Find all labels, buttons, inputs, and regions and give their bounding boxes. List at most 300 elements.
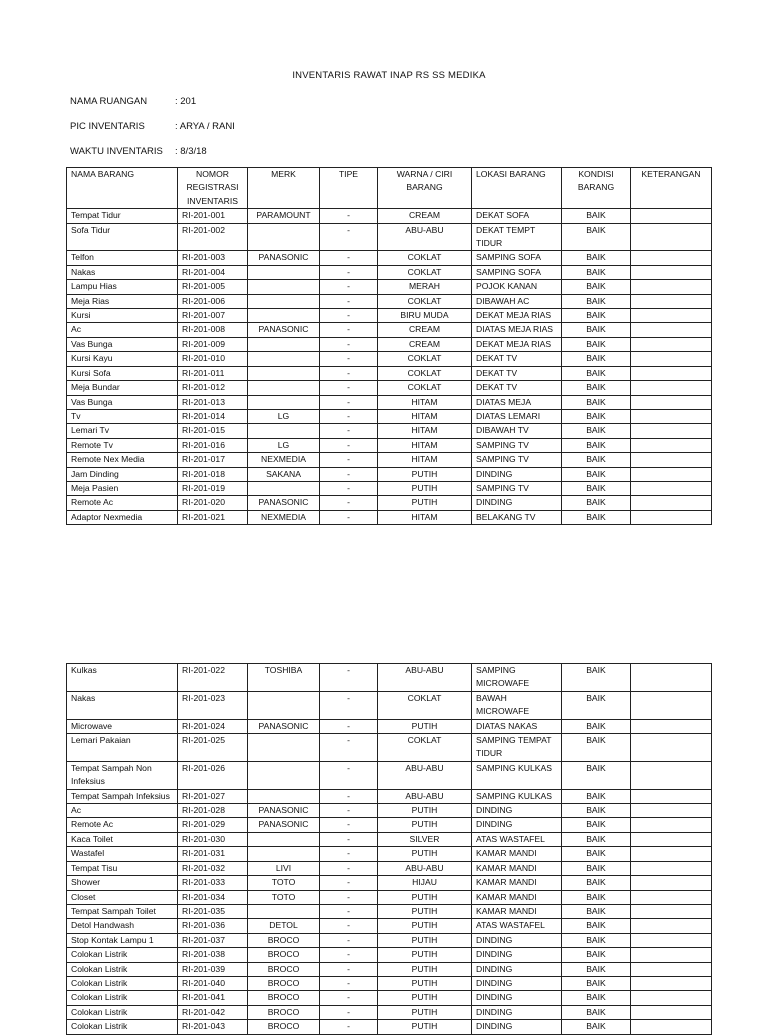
info-label: PIC INVENTARIS xyxy=(70,121,145,132)
cell-merk: BROCO xyxy=(248,962,320,976)
cell-kondisi: BAIK xyxy=(562,409,631,423)
cell-warna: PUTIH xyxy=(378,904,472,918)
cell-tipe: - xyxy=(320,1005,378,1019)
cell-merk: SAKANA xyxy=(248,467,320,481)
cell-lokasi: SAMPING TV xyxy=(472,438,562,452)
cell-nomor-registrasi: RI-201-007 xyxy=(178,309,248,323)
cell-nomor-registrasi: RI-201-029 xyxy=(178,818,248,832)
cell-warna: PUTIH xyxy=(378,847,472,861)
inventory-table-page-2 xyxy=(66,663,712,1035)
cell-kondisi: BAIK xyxy=(562,818,631,832)
cell-nama-barang: Tempat Tisu xyxy=(67,861,178,875)
cell-merk xyxy=(248,691,320,719)
cell-kondisi: BAIK xyxy=(562,1005,631,1019)
cell-merk: LG xyxy=(248,409,320,423)
cell-keterangan xyxy=(631,366,712,380)
cell-nomor-registrasi: RI-201-023 xyxy=(178,691,248,719)
cell-nomor-registrasi: RI-201-024 xyxy=(178,719,248,733)
table-row xyxy=(67,691,712,719)
cell-keterangan xyxy=(631,337,712,351)
cell-merk: PANASONIC xyxy=(248,323,320,337)
cell-merk xyxy=(248,761,320,789)
cell-warna: PUTIH xyxy=(378,818,472,832)
col-header-nama-barang: NAMA BARANG xyxy=(67,168,178,209)
cell-kondisi: BAIK xyxy=(562,438,631,452)
cell-keterangan xyxy=(631,919,712,933)
cell-keterangan xyxy=(631,761,712,789)
cell-nama-barang: Tempat Sampah Infeksius xyxy=(67,789,178,803)
cell-merk: TOSHIBA xyxy=(248,664,320,692)
cell-kondisi: BAIK xyxy=(562,761,631,789)
cell-nomor-registrasi: RI-201-030 xyxy=(178,832,248,846)
cell-tipe: - xyxy=(320,818,378,832)
cell-keterangan xyxy=(631,876,712,890)
cell-tipe: - xyxy=(320,991,378,1005)
cell-warna: COKLAT xyxy=(378,265,472,279)
cell-nama-barang: Ac xyxy=(67,323,178,337)
inventory-table-page-1 xyxy=(66,167,712,525)
cell-warna: MERAH xyxy=(378,280,472,294)
cell-warna: COKLAT xyxy=(378,691,472,719)
cell-warna: PUTIH xyxy=(378,1005,472,1019)
table-header-row xyxy=(67,168,712,209)
cell-nama-barang: Kulkas xyxy=(67,664,178,692)
cell-merk xyxy=(248,424,320,438)
cell-keterangan xyxy=(631,976,712,990)
info-label: WAKTU INVENTARIS xyxy=(70,146,163,157)
cell-kondisi: BAIK xyxy=(562,309,631,323)
table-row xyxy=(67,309,712,323)
cell-keterangan xyxy=(631,438,712,452)
cell-lokasi: POJOK KANAN xyxy=(472,280,562,294)
cell-nomor-registrasi: RI-201-028 xyxy=(178,804,248,818)
cell-lokasi: DEKAT SOFA xyxy=(472,209,562,223)
cell-nomor-registrasi: RI-201-010 xyxy=(178,352,248,366)
cell-kondisi: BAIK xyxy=(562,734,631,762)
table-row xyxy=(67,948,712,962)
cell-warna: ABU-ABU xyxy=(378,789,472,803)
cell-keterangan xyxy=(631,309,712,323)
cell-nomor-registrasi: RI-201-031 xyxy=(178,847,248,861)
cell-kondisi: BAIK xyxy=(562,976,631,990)
info-nama-ruangan xyxy=(70,96,196,107)
cell-keterangan xyxy=(631,664,712,692)
cell-keterangan xyxy=(631,467,712,481)
cell-keterangan xyxy=(631,323,712,337)
table-row xyxy=(67,991,712,1005)
cell-nomor-registrasi: RI-201-004 xyxy=(178,265,248,279)
cell-keterangan xyxy=(631,818,712,832)
cell-warna: PUTIH xyxy=(378,1020,472,1034)
info-pic-inventaris xyxy=(70,121,235,132)
cell-lokasi: DIBAWAH TV xyxy=(472,424,562,438)
cell-lokasi: SAMPING TV xyxy=(472,481,562,495)
cell-warna: HIJAU xyxy=(378,876,472,890)
cell-keterangan xyxy=(631,933,712,947)
cell-nama-barang: Sofa Tidur xyxy=(67,223,178,251)
cell-kondisi: BAIK xyxy=(562,861,631,875)
cell-lokasi: DINDING xyxy=(472,976,562,990)
table-row xyxy=(67,265,712,279)
cell-tipe: - xyxy=(320,309,378,323)
cell-warna: PUTIH xyxy=(378,933,472,947)
cell-merk: NEXMEDIA xyxy=(248,453,320,467)
cell-warna: COKLAT xyxy=(378,294,472,308)
cell-nomor-registrasi: RI-201-003 xyxy=(178,251,248,265)
cell-kondisi: BAIK xyxy=(562,691,631,719)
cell-nama-barang: Colokan Listrik xyxy=(67,976,178,990)
cell-lokasi: KAMAR MANDI xyxy=(472,847,562,861)
cell-warna: COKLAT xyxy=(378,381,472,395)
cell-lokasi: DIATAS MEJA RIAS xyxy=(472,323,562,337)
cell-merk: PANASONIC xyxy=(248,804,320,818)
table-row xyxy=(67,467,712,481)
cell-lokasi: DINDING xyxy=(472,1005,562,1019)
cell-tipe: - xyxy=(320,761,378,789)
table-row xyxy=(67,337,712,351)
cell-keterangan xyxy=(631,789,712,803)
cell-merk xyxy=(248,337,320,351)
cell-nomor-registrasi: RI-201-013 xyxy=(178,395,248,409)
cell-merk: BROCO xyxy=(248,1005,320,1019)
table-row xyxy=(67,1005,712,1019)
table-row xyxy=(67,832,712,846)
table-row xyxy=(67,919,712,933)
cell-warna: COKLAT xyxy=(378,734,472,762)
cell-nama-barang: Meja Pasien xyxy=(67,481,178,495)
cell-nama-barang: Closet xyxy=(67,890,178,904)
cell-tipe: - xyxy=(320,510,378,524)
cell-nomor-registrasi: RI-201-008 xyxy=(178,323,248,337)
cell-tipe: - xyxy=(320,223,378,251)
cell-lokasi: DEKAT TV xyxy=(472,352,562,366)
cell-lokasi: ATAS WASTAFEL xyxy=(472,919,562,933)
cell-merk: BROCO xyxy=(248,991,320,1005)
cell-keterangan xyxy=(631,510,712,524)
col-header-kondisi: KONDISI BARANG xyxy=(562,168,631,209)
cell-warna: COKLAT xyxy=(378,366,472,380)
cell-kondisi: BAIK xyxy=(562,294,631,308)
cell-kondisi: BAIK xyxy=(562,948,631,962)
cell-tipe: - xyxy=(320,251,378,265)
cell-nama-barang: Kaca Toilet xyxy=(67,832,178,846)
cell-warna: ABU-ABU xyxy=(378,761,472,789)
cell-keterangan xyxy=(631,453,712,467)
table-body xyxy=(67,664,712,1035)
cell-nomor-registrasi: RI-201-001 xyxy=(178,209,248,223)
cell-nama-barang: Remote Ac xyxy=(67,818,178,832)
cell-nama-barang: Ac xyxy=(67,804,178,818)
cell-lokasi: DEKAT TV xyxy=(472,381,562,395)
cell-nomor-registrasi: RI-201-041 xyxy=(178,991,248,1005)
cell-warna: CREAM xyxy=(378,323,472,337)
cell-nama-barang: Kursi xyxy=(67,309,178,323)
table-row xyxy=(67,719,712,733)
cell-nama-barang: Detol Handwash xyxy=(67,919,178,933)
cell-tipe: - xyxy=(320,280,378,294)
cell-tipe: - xyxy=(320,395,378,409)
cell-keterangan xyxy=(631,719,712,733)
cell-merk xyxy=(248,734,320,762)
cell-tipe: - xyxy=(320,976,378,990)
cell-warna: COKLAT xyxy=(378,251,472,265)
table-row xyxy=(67,1020,712,1034)
cell-kondisi: BAIK xyxy=(562,381,631,395)
cell-kondisi: BAIK xyxy=(562,481,631,495)
cell-kondisi: BAIK xyxy=(562,719,631,733)
cell-merk xyxy=(248,265,320,279)
cell-kondisi: BAIK xyxy=(562,352,631,366)
cell-kondisi: BAIK xyxy=(562,933,631,947)
cell-nama-barang: Stop Kontak Lampu 1 xyxy=(67,933,178,947)
table-row xyxy=(67,209,712,223)
cell-tipe: - xyxy=(320,265,378,279)
cell-warna: ABU-ABU xyxy=(378,223,472,251)
table-row xyxy=(67,438,712,452)
cell-nomor-registrasi: RI-201-025 xyxy=(178,734,248,762)
cell-nomor-registrasi: RI-201-019 xyxy=(178,481,248,495)
cell-tipe: - xyxy=(320,323,378,337)
cell-merk: DETOL xyxy=(248,919,320,933)
cell-merk xyxy=(248,366,320,380)
cell-tipe: - xyxy=(320,904,378,918)
info-value: : ARYA / RANI xyxy=(175,121,235,132)
cell-merk xyxy=(248,223,320,251)
cell-nama-barang: Colokan Listrik xyxy=(67,1020,178,1034)
cell-kondisi: BAIK xyxy=(562,804,631,818)
cell-lokasi: SAMPING TV xyxy=(472,453,562,467)
cell-kondisi: BAIK xyxy=(562,1020,631,1034)
table-row xyxy=(67,933,712,947)
cell-lokasi: DINDING xyxy=(472,467,562,481)
cell-tipe: - xyxy=(320,847,378,861)
cell-nomor-registrasi: RI-201-009 xyxy=(178,337,248,351)
cell-kondisi: BAIK xyxy=(562,876,631,890)
cell-lokasi: DEKAT MEJA RIAS xyxy=(472,337,562,351)
table-row xyxy=(67,761,712,789)
cell-tipe: - xyxy=(320,832,378,846)
cell-tipe: - xyxy=(320,409,378,423)
cell-keterangan xyxy=(631,352,712,366)
cell-merk: LIVI xyxy=(248,861,320,875)
cell-keterangan xyxy=(631,424,712,438)
cell-lokasi: BELAKANG TV xyxy=(472,510,562,524)
table-row xyxy=(67,904,712,918)
cell-nama-barang: Kursi Kayu xyxy=(67,352,178,366)
cell-merk xyxy=(248,381,320,395)
cell-nomor-registrasi: RI-201-012 xyxy=(178,381,248,395)
info-value: : 8/3/18 xyxy=(175,146,207,157)
cell-tipe: - xyxy=(320,1020,378,1034)
cell-lokasi: DIATAS NAKAS xyxy=(472,719,562,733)
cell-warna: BIRU MUDA xyxy=(378,309,472,323)
info-waktu-inventaris xyxy=(70,146,207,157)
cell-lokasi: KAMAR MANDI xyxy=(472,904,562,918)
cell-tipe: - xyxy=(320,691,378,719)
cell-nama-barang: Tv xyxy=(67,409,178,423)
cell-merk xyxy=(248,481,320,495)
cell-merk: PANASONIC xyxy=(248,719,320,733)
cell-tipe: - xyxy=(320,719,378,733)
cell-nama-barang: Microwave xyxy=(67,719,178,733)
cell-kondisi: BAIK xyxy=(562,366,631,380)
table-row xyxy=(67,251,712,265)
col-header-merk: MERK xyxy=(248,168,320,209)
cell-keterangan xyxy=(631,409,712,423)
cell-tipe: - xyxy=(320,933,378,947)
table-row xyxy=(67,962,712,976)
cell-lokasi: DIATAS MEJA xyxy=(472,395,562,409)
cell-tipe: - xyxy=(320,890,378,904)
cell-nomor-registrasi: RI-201-026 xyxy=(178,761,248,789)
cell-merk xyxy=(248,309,320,323)
cell-kondisi: BAIK xyxy=(562,510,631,524)
cell-keterangan xyxy=(631,832,712,846)
cell-nama-barang: Colokan Listrik xyxy=(67,948,178,962)
page-title: INVENTARIS RAWAT INAP RS SS MEDIKA xyxy=(292,70,486,81)
cell-merk xyxy=(248,832,320,846)
table-row xyxy=(67,395,712,409)
cell-nomor-registrasi: RI-201-018 xyxy=(178,467,248,481)
cell-nama-barang: Remote Tv xyxy=(67,438,178,452)
cell-keterangan xyxy=(631,804,712,818)
cell-tipe: - xyxy=(320,209,378,223)
cell-kondisi: BAIK xyxy=(562,789,631,803)
cell-keterangan xyxy=(631,280,712,294)
cell-nomor-registrasi: RI-201-016 xyxy=(178,438,248,452)
table-row xyxy=(67,294,712,308)
cell-merk xyxy=(248,294,320,308)
cell-warna: PUTIH xyxy=(378,948,472,962)
col-header-keterangan: KETERANGAN xyxy=(631,168,712,209)
cell-merk xyxy=(248,395,320,409)
cell-kondisi: BAIK xyxy=(562,962,631,976)
cell-merk: TOTO xyxy=(248,876,320,890)
cell-merk: BROCO xyxy=(248,976,320,990)
table-row xyxy=(67,510,712,524)
table-row xyxy=(67,789,712,803)
cell-kondisi: BAIK xyxy=(562,265,631,279)
cell-lokasi: DEKAT TEMPT TIDUR xyxy=(472,223,562,251)
cell-merk: BROCO xyxy=(248,1020,320,1034)
cell-nomor-registrasi: RI-201-040 xyxy=(178,976,248,990)
cell-warna: ABU-ABU xyxy=(378,861,472,875)
cell-nama-barang: Shower xyxy=(67,876,178,890)
cell-merk: PANASONIC xyxy=(248,496,320,510)
cell-merk: LG xyxy=(248,438,320,452)
cell-merk xyxy=(248,847,320,861)
table-row xyxy=(67,804,712,818)
cell-nomor-registrasi: RI-201-014 xyxy=(178,409,248,423)
cell-nama-barang: Lampu Hias xyxy=(67,280,178,294)
cell-warna: HITAM xyxy=(378,510,472,524)
cell-kondisi: BAIK xyxy=(562,904,631,918)
cell-warna: PUTIH xyxy=(378,481,472,495)
cell-nomor-registrasi: RI-201-005 xyxy=(178,280,248,294)
cell-nomor-registrasi: RI-201-011 xyxy=(178,366,248,380)
cell-nama-barang: Colokan Listrik xyxy=(67,991,178,1005)
cell-kondisi: BAIK xyxy=(562,467,631,481)
cell-kondisi: BAIK xyxy=(562,395,631,409)
cell-lokasi: DINDING xyxy=(472,962,562,976)
cell-keterangan xyxy=(631,734,712,762)
cell-keterangan xyxy=(631,691,712,719)
cell-nomor-registrasi: RI-201-034 xyxy=(178,890,248,904)
cell-keterangan xyxy=(631,265,712,279)
cell-lokasi: KAMAR MANDI xyxy=(472,876,562,890)
cell-nama-barang: Nakas xyxy=(67,691,178,719)
cell-keterangan xyxy=(631,962,712,976)
cell-lokasi: DIATAS LEMARI xyxy=(472,409,562,423)
cell-tipe: - xyxy=(320,962,378,976)
cell-tipe: - xyxy=(320,804,378,818)
cell-warna: HITAM xyxy=(378,453,472,467)
cell-warna: PUTIH xyxy=(378,467,472,481)
cell-tipe: - xyxy=(320,734,378,762)
col-header-warna: WARNA / CIRI BARANG xyxy=(378,168,472,209)
cell-merk: BROCO xyxy=(248,948,320,962)
cell-warna: ABU-ABU xyxy=(378,664,472,692)
cell-merk xyxy=(248,280,320,294)
cell-nomor-registrasi: RI-201-015 xyxy=(178,424,248,438)
cell-lokasi: DINDING xyxy=(472,496,562,510)
col-header-nomor-registrasi: NOMOR REGISTRASI INVENTARIS xyxy=(178,168,248,209)
cell-nama-barang: Colokan Listrik xyxy=(67,1005,178,1019)
cell-merk xyxy=(248,789,320,803)
cell-nama-barang: Kursi Sofa xyxy=(67,366,178,380)
cell-keterangan xyxy=(631,861,712,875)
cell-warna: CREAM xyxy=(378,337,472,351)
cell-lokasi: DINDING xyxy=(472,948,562,962)
cell-nomor-registrasi: RI-201-020 xyxy=(178,496,248,510)
cell-merk: BROCO xyxy=(248,933,320,947)
cell-tipe: - xyxy=(320,453,378,467)
cell-nama-barang: Lemari Pakaian xyxy=(67,734,178,762)
cell-warna: CREAM xyxy=(378,209,472,223)
table-row xyxy=(67,976,712,990)
cell-warna: PUTIH xyxy=(378,890,472,904)
cell-merk xyxy=(248,904,320,918)
cell-lokasi: DINDING xyxy=(472,1020,562,1034)
cell-keterangan xyxy=(631,1020,712,1034)
cell-kondisi: BAIK xyxy=(562,223,631,251)
cell-tipe: - xyxy=(320,467,378,481)
table-row xyxy=(67,861,712,875)
cell-kondisi: BAIK xyxy=(562,337,631,351)
table-row xyxy=(67,352,712,366)
cell-warna: HITAM xyxy=(378,409,472,423)
cell-nomor-registrasi: RI-201-033 xyxy=(178,876,248,890)
cell-keterangan xyxy=(631,395,712,409)
info-label: NAMA RUANGAN xyxy=(70,96,148,107)
cell-nama-barang: Tempat Sampah Non Infeksius xyxy=(67,761,178,789)
cell-keterangan xyxy=(631,1005,712,1019)
cell-tipe: - xyxy=(320,789,378,803)
cell-keterangan xyxy=(631,904,712,918)
cell-nama-barang: Jam Dinding xyxy=(67,467,178,481)
cell-nama-barang: Adaptor Nexmedia xyxy=(67,510,178,524)
cell-tipe: - xyxy=(320,424,378,438)
cell-nomor-registrasi: RI-201-038 xyxy=(178,948,248,962)
cell-nomor-registrasi: RI-201-037 xyxy=(178,933,248,947)
cell-kondisi: BAIK xyxy=(562,209,631,223)
cell-nama-barang: Vas Bunga xyxy=(67,337,178,351)
cell-lokasi: SAMPING MICROWAFE xyxy=(472,664,562,692)
cell-nomor-registrasi: RI-201-035 xyxy=(178,904,248,918)
cell-keterangan xyxy=(631,991,712,1005)
cell-kondisi: BAIK xyxy=(562,832,631,846)
cell-warna: PUTIH xyxy=(378,804,472,818)
